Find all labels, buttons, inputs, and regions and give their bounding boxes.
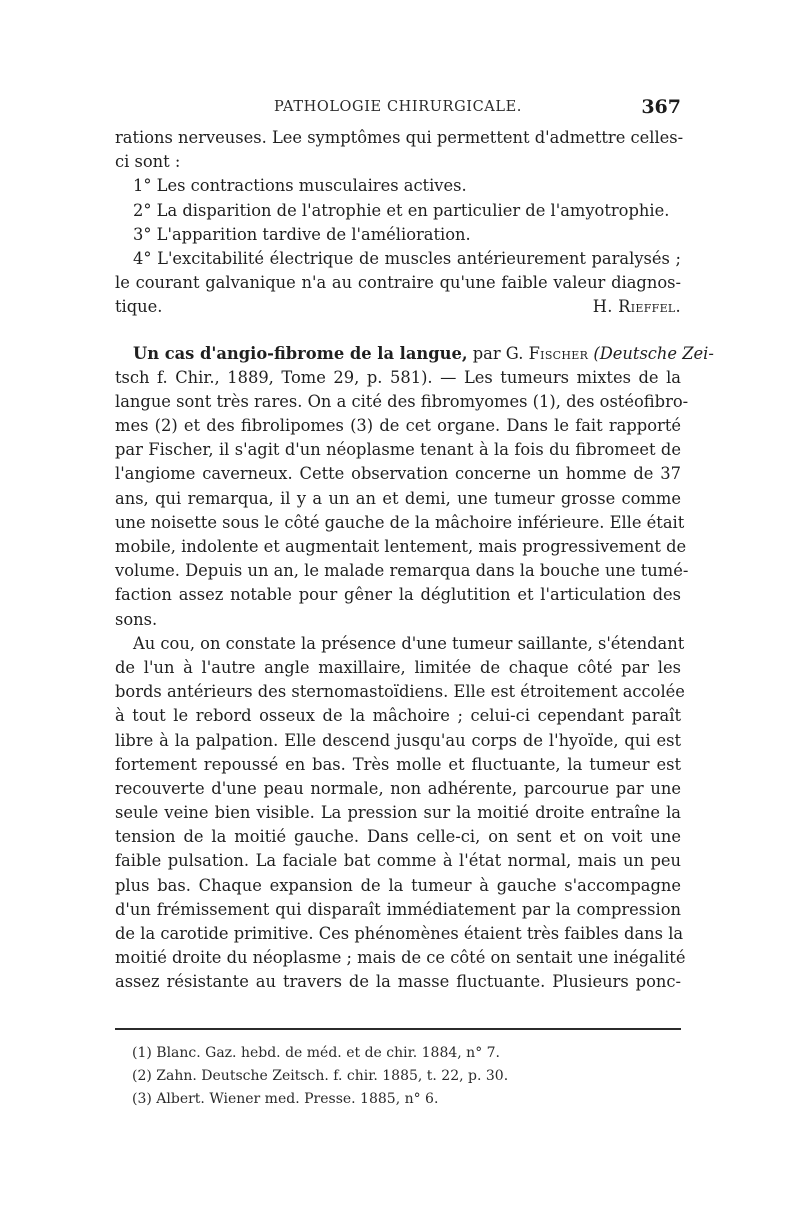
text-line: mes (2) et des fibrolipomes (3) de cet organe. Dans le fait rapporté	[115, 416, 681, 436]
footnote: (3) Albert. Wiener med. Presse. 1885, n° 6.	[132, 1091, 439, 1107]
list-item: 4° L'excitabilité électrique de muscles antérieurement paralysés ;	[133, 248, 681, 268]
body-text	[115, 126, 714, 995]
text-line: par Fischer, il s'agit d'un néoplasme tenant à la fois du fibromeet de	[115, 440, 681, 460]
text-line-end: tique.	[115, 297, 163, 317]
text-line: mobile, indolente et augmentait lentement, mais progressivement de	[115, 537, 687, 556]
article-by: par G.	[472, 343, 524, 363]
text-line: recouverte d'une peau normale, non adhérente, parcourue par une	[115, 778, 681, 798]
text-line: assez résistante au travers de la masse fluctuante. Plusieurs ponc-	[115, 972, 681, 992]
text-line: bords antérieurs des sternomastoïdiens. Elle est étroitement accolée	[115, 682, 685, 702]
list-item: 3° L'apparition tardive de l'amélioration.	[133, 224, 471, 244]
page-number: 367	[641, 96, 681, 118]
text-line: tsch f. Chir., 1889, Tome 29, p. 581). — Les tumeurs mixtes de la	[115, 367, 681, 387]
text-line: ans, qui remarqua, il y a un an et demi, une tumeur grosse comme	[115, 488, 681, 508]
footnotes	[132, 1042, 672, 1111]
text-line: fortement repoussé en bas. Très molle et fluctuante, la tumeur est	[115, 754, 681, 774]
text-line: volume. Depuis un an, le malade remarqua dans la bouche une tumé-	[115, 561, 689, 581]
text-line: à tout le rebord osseux de la mâchoire ; celui-ci cependant paraît	[115, 706, 681, 726]
text-line: une noisette sous le côté gauche de la mâchoire inférieure. Elle était	[115, 512, 685, 532]
running-title: PATHOLOGIE CHIRURGICALE.	[274, 99, 522, 115]
text-line: d'un frémissement qui disparaît immédiatement par la compression	[115, 899, 681, 919]
text-line: le courant galvanique n'a au contraire qu'une faible valeur diagnos-	[115, 273, 681, 293]
text-line: langue sont très rares. On a cité des fibromyomes (1), des ostéofibro-	[115, 391, 689, 411]
text-line: Au cou, on constate la présence d'une tumeur saillante, s'étendant	[133, 633, 685, 653]
footnote-divider	[115, 1028, 681, 1030]
list-item: 1° Les contractions musculaires actives.	[133, 176, 467, 196]
text-line: tension de la moitié gauche. Dans celle-ci, on sent et on voit une	[115, 827, 681, 847]
footnote: (2) Zahn. Deutsche Zeitsch. f. chir. 1885, t. 22, p. 30.	[132, 1068, 509, 1084]
section-gap	[115, 320, 681, 342]
text-line: plus bas. Chaque expansion de la tumeur à gauche s'accompagne	[115, 875, 681, 895]
signature-line	[115, 295, 681, 319]
text-line: de l'un à l'autre angle maxillaire, limitée de chaque côté par les	[115, 657, 681, 677]
text-line: ci sont :	[115, 152, 181, 172]
footnote: (1) Blanc. Gaz. hebd. de méd. et de chir. 1884, n° 7.	[132, 1045, 501, 1061]
page-header	[115, 96, 681, 122]
text-line: rations nerveuses. Lee symptômes qui permettent d'admettre celles-	[115, 128, 684, 147]
article-heading-line	[115, 342, 714, 366]
text-line: seule veine bien visible. La pression sur la moitié droite entraîne la	[115, 803, 681, 823]
text-line: de la carotide primitive. Ces phénomènes étaient très faibles dans la	[115, 924, 684, 943]
article-title: Un cas d'angio-fibrome de la langue,	[133, 343, 468, 363]
text-line: sons.	[115, 609, 158, 629]
text-line: faction assez notable pour gêner la déglutition et l'articulation des	[115, 585, 681, 605]
article-author: Fischer	[528, 343, 589, 363]
text-line: moitié droite du néoplasme ; mais de ce côté on sentait une inégalité	[115, 948, 686, 968]
journal-reference: (Deutsche Zei-	[593, 343, 714, 363]
author-signature: H. Rieffel.	[592, 297, 681, 317]
text-line: libre à la palpation. Elle descend jusqu'au corps de l'hyoïde, qui est	[115, 730, 681, 750]
list-item: 2° La disparition de l'atrophie et en particulier de l'amyotrophie.	[133, 200, 670, 220]
text-line: faible pulsation. La faciale bat comme à l'état normal, mais un peu	[115, 851, 681, 871]
text-line: l'angiome caverneux. Cette observation concerne un homme de 37	[115, 464, 681, 484]
